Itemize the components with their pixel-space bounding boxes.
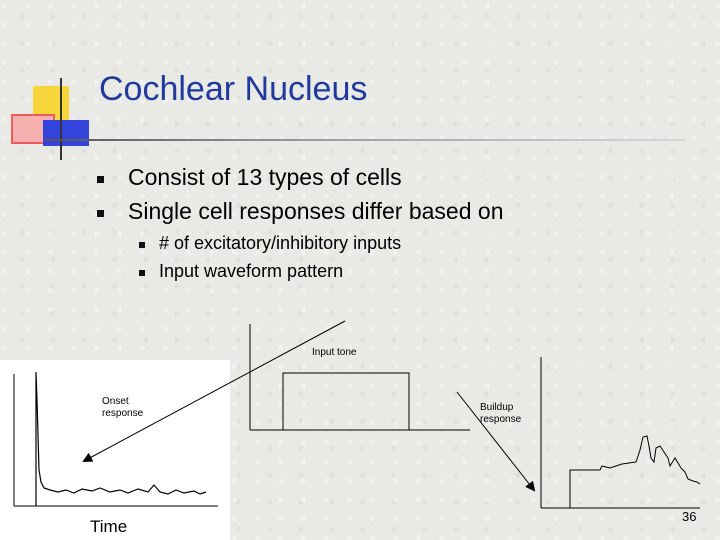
buildup-label-line1: Buildup (480, 402, 514, 413)
bullet-text-responses: Single cell responses differ based on (128, 198, 504, 224)
onset-waveform (36, 372, 206, 506)
page-number: 36 (682, 509, 697, 524)
sub-bullet-text-inputs: # of excitatory/inhibitory inputs (159, 233, 402, 253)
buildup-waveform (570, 436, 700, 508)
onset-label-line2: response (102, 408, 144, 419)
onset-label-line1: Onset (102, 396, 129, 407)
onset-time-axis-label: Time (90, 517, 128, 536)
sub-bullet-text-waveform: Input waveform pattern (159, 261, 344, 281)
input-tone-waveform (283, 373, 409, 430)
buildup-response-plot (541, 357, 700, 508)
arrow-to-onset (84, 321, 345, 461)
slide-title: Cochlear Nucleus (99, 70, 368, 108)
bullet-text-cell-types: Consist of 13 types of cells (128, 164, 402, 190)
buildup-label-line2: response (480, 414, 522, 425)
input-tone-label: Input tone (312, 347, 357, 358)
onset-response-plot (14, 372, 218, 506)
input-tone-plot (250, 324, 470, 430)
